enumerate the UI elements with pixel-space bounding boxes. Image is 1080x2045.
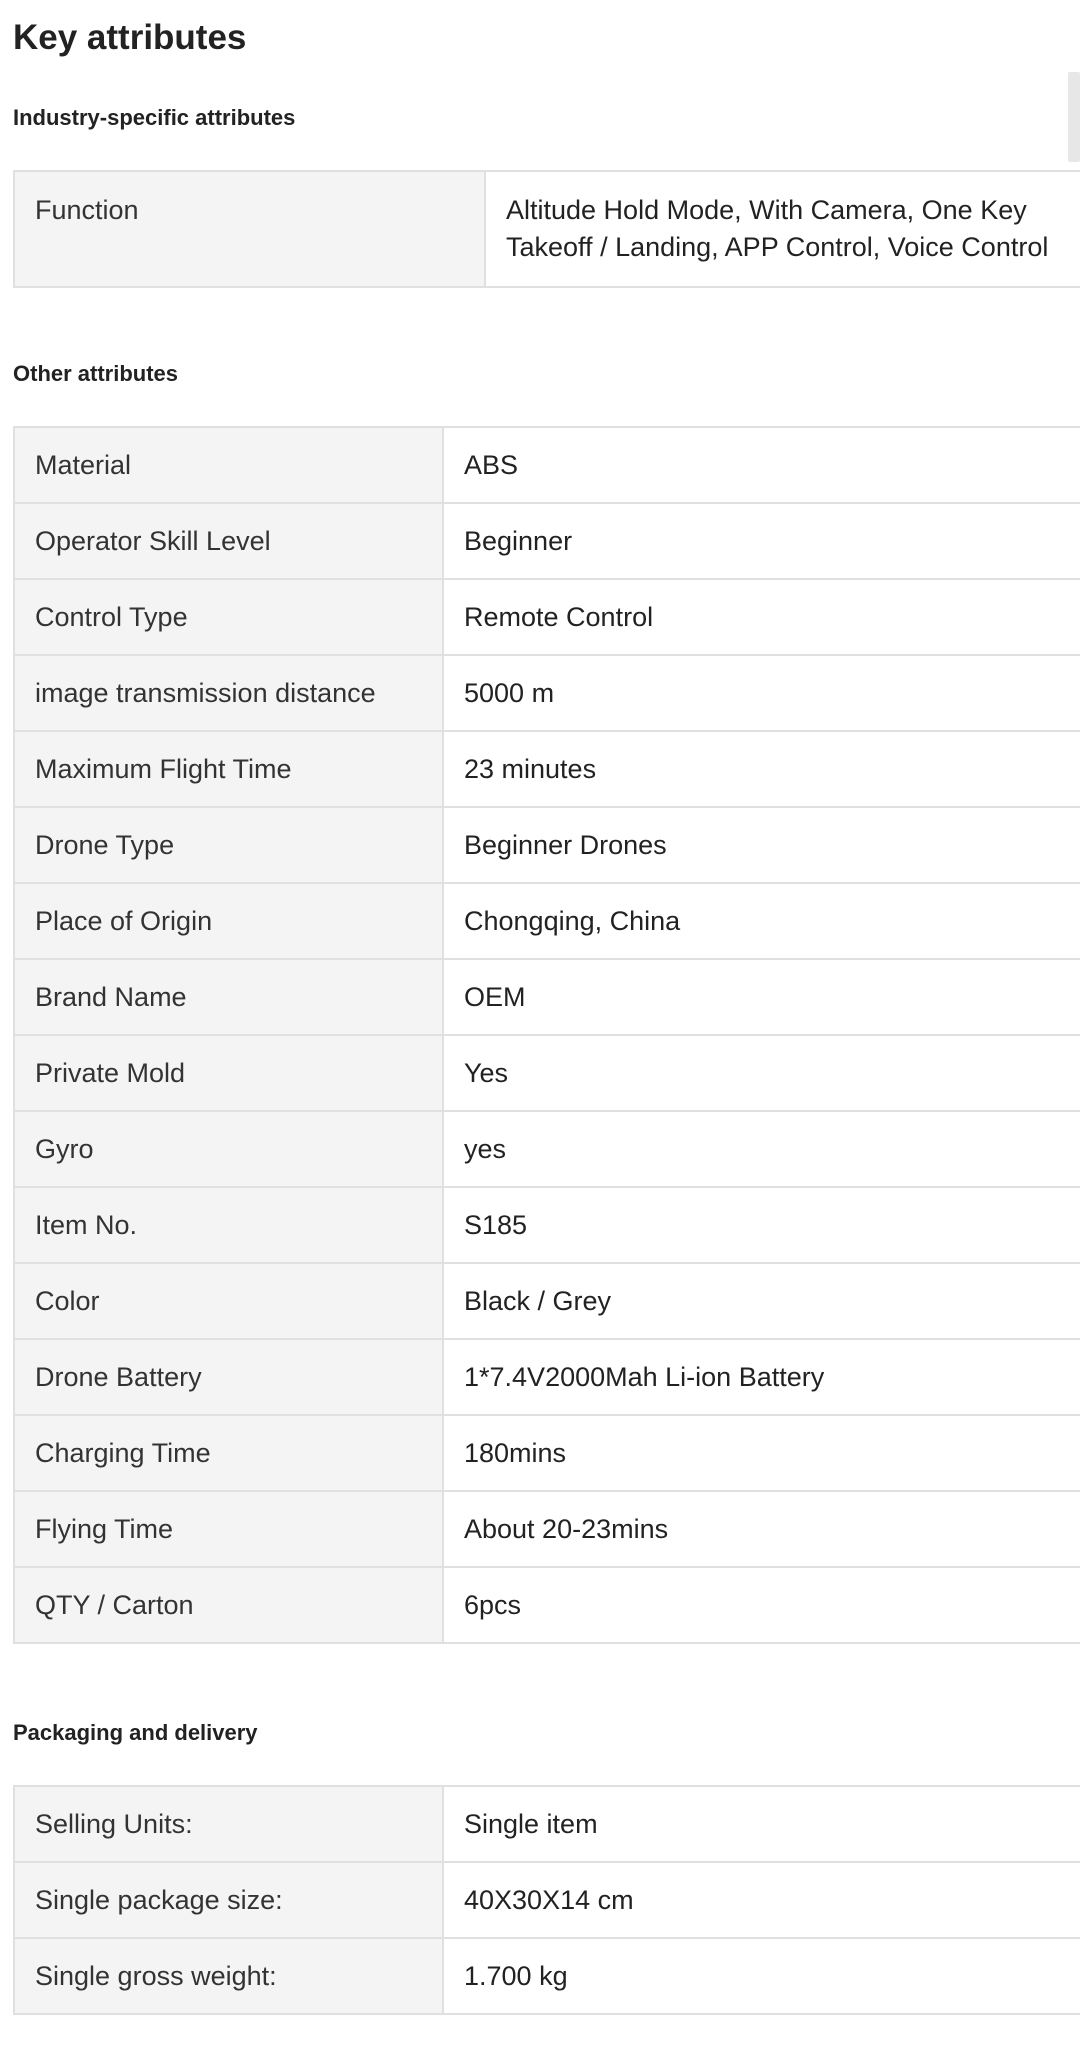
table-row (14, 731, 1080, 807)
table-row (14, 1862, 1080, 1938)
attribute-value: 40X30X14 cm (443, 1862, 1080, 1938)
attribute-key: Function (14, 171, 485, 287)
attribute-value: Chongqing, China (443, 883, 1080, 959)
attribute-key: QTY / Carton (14, 1567, 443, 1643)
attribute-value: 1*7.4V2000Mah Li-ion Battery (443, 1339, 1080, 1415)
attribute-value: Beginner (443, 503, 1080, 579)
attribute-key: Selling Units: (14, 1786, 443, 1862)
table-row (14, 959, 1080, 1035)
attribute-key: Operator Skill Level (14, 503, 443, 579)
attribute-value: S185 (443, 1187, 1080, 1263)
other-attributes-table (13, 426, 1080, 1644)
page-title: Key attributes (13, 18, 247, 57)
table-row (14, 427, 1080, 503)
packaging-table (13, 1785, 1080, 2015)
attribute-key: Private Mold (14, 1035, 443, 1111)
attribute-key: Material (14, 427, 443, 503)
section-heading-industry: Industry-specific attributes (13, 105, 296, 130)
attribute-value: Beginner Drones (443, 807, 1080, 883)
attribute-value: Yes (443, 1035, 1080, 1111)
table-row (14, 1938, 1080, 2014)
attribute-value: yes (443, 1111, 1080, 1187)
attribute-value: Remote Control (443, 579, 1080, 655)
attribute-key: Flying Time (14, 1491, 443, 1567)
section-heading-other: Other attributes (13, 361, 179, 386)
attribute-value: OEM (443, 959, 1080, 1035)
table-row (14, 1339, 1080, 1415)
attribute-value: 23 minutes (443, 731, 1080, 807)
attribute-value: Single item (443, 1786, 1080, 1862)
table-row (14, 1491, 1080, 1567)
attribute-key: Drone Type (14, 807, 443, 883)
table-row (14, 579, 1080, 655)
table-row (14, 1415, 1080, 1491)
attribute-value: Altitude Hold Mode, With Camera, One Key Takeoff / Landing, APP Control, Voice Control (485, 171, 1080, 287)
attribute-value: 1.700 kg (443, 1938, 1080, 2014)
attribute-key: Charging Time (14, 1415, 443, 1491)
attribute-value: About 20-23mins (443, 1491, 1080, 1567)
attribute-value: 5000 m (443, 655, 1080, 731)
attribute-key: Single package size: (14, 1862, 443, 1938)
table-row (14, 1786, 1080, 1862)
attribute-value: Black / Grey (443, 1263, 1080, 1339)
section-heading-packaging: Packaging and delivery (13, 1720, 258, 1745)
attribute-key: Control Type (14, 579, 443, 655)
attribute-key: Maximum Flight Time (14, 731, 443, 807)
table-row (14, 171, 1080, 287)
attribute-key: Single gross weight: (14, 1938, 443, 2014)
attribute-key: Gyro (14, 1111, 443, 1187)
table-row (14, 807, 1080, 883)
attribute-key: image transmission distance (14, 655, 443, 731)
attribute-value: 180mins (443, 1415, 1080, 1491)
attribute-key: Brand Name (14, 959, 443, 1035)
table-row (14, 1035, 1080, 1111)
attribute-key: Item No. (14, 1187, 443, 1263)
table-row (14, 1567, 1080, 1643)
table-row (14, 503, 1080, 579)
attribute-key: Drone Battery (14, 1339, 443, 1415)
table-row (14, 1111, 1080, 1187)
scrollbar[interactable] (1068, 72, 1080, 162)
attribute-key: Color (14, 1263, 443, 1339)
attribute-value: 6pcs (443, 1567, 1080, 1643)
table-row (14, 1263, 1080, 1339)
table-row (14, 655, 1080, 731)
table-row (14, 1187, 1080, 1263)
industry-attributes-table (13, 170, 1080, 288)
attribute-key: Place of Origin (14, 883, 443, 959)
attribute-value: ABS (443, 427, 1080, 503)
table-row (14, 883, 1080, 959)
